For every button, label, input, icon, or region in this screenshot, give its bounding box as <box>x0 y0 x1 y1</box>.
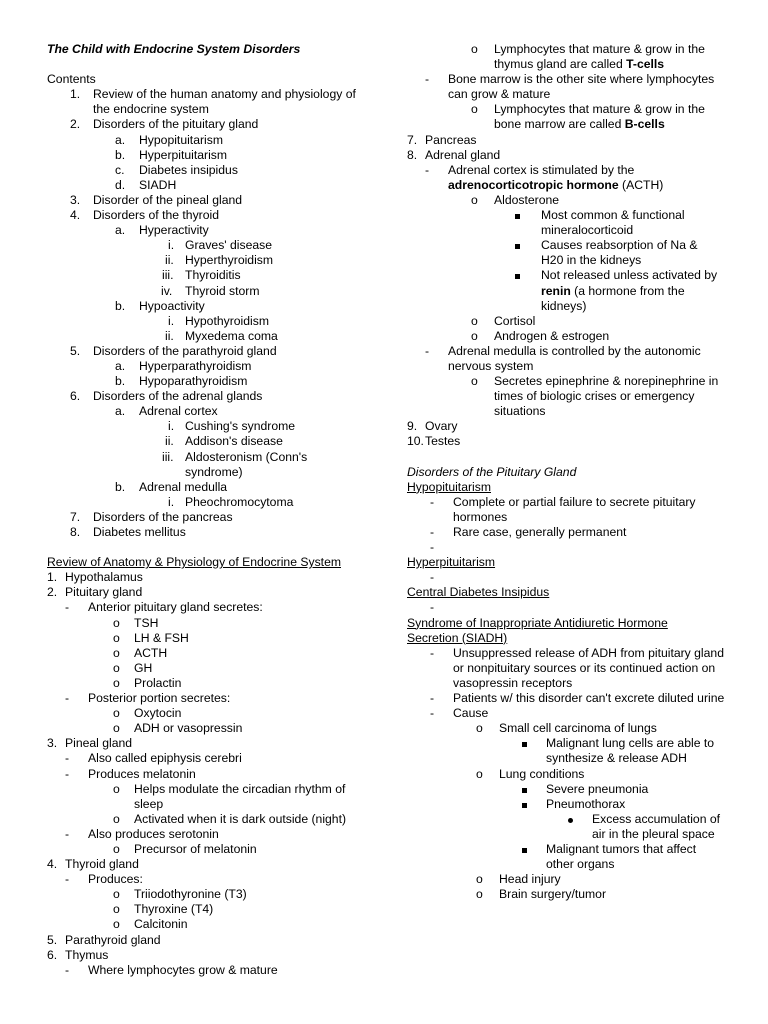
list-item: - Patients w/ this disorder can't excrete diluted urine <box>430 691 725 706</box>
list-item: o Activated when it is dark outside (night) <box>113 811 347 826</box>
list-item: Malignant lung cells are able to synthesize & release ADH <box>407 736 721 766</box>
square-bullet-icon <box>522 782 527 797</box>
list-item: o Aldosterone <box>471 192 560 207</box>
list-item: o Brain surgery/tumor <box>476 887 607 902</box>
list-item: o Head injury <box>476 872 561 887</box>
list-item: o Helps modulate the circadian rhythm of sleep <box>113 781 346 811</box>
document-title: The Child with Endocrine System Disorders <box>47 42 301 56</box>
list-item: - Complete or partial failure to secrete pituitary hormones <box>430 494 696 524</box>
contents-item: 2. Disorders of the pituitary gland <box>70 117 259 132</box>
contents-subitem: b. Hyperpituitarism <box>115 147 228 162</box>
contents-item: 1. Review of the human anatomy and physiology of the endocrine system <box>70 87 356 117</box>
contents-item: 5. Disorders of the parathyroid gland <box>70 343 277 358</box>
contents-subsubitem: ii. Hyperthyroidism <box>165 253 274 268</box>
list-item: o Oxytocin <box>113 706 182 721</box>
square-bullet-icon <box>515 268 520 283</box>
round-bullet-icon <box>568 812 573 827</box>
central-diabetes-insipidus-heading: Central Diabetes Insipidus <box>407 585 550 600</box>
list-item: - Cause <box>430 706 489 721</box>
contents-subsubitem: iii. Thyroiditis <box>162 268 241 283</box>
review-heading: Review of Anatomy & Physiology of Endocrine System <box>47 555 341 570</box>
list-item: 4. Thyroid gland <box>47 857 139 872</box>
list-item: o ADH or vasopressin <box>113 721 243 736</box>
list-item: - Adrenal medulla is controlled by the autonomic nervous system <box>425 343 701 373</box>
list-item: 7. Pancreas <box>407 132 477 147</box>
list-item: o Androgen & estrogen <box>471 328 610 343</box>
list-item: o Precursor of melatonin <box>113 841 257 856</box>
list-item: - Produces: <box>65 872 143 887</box>
list-item: o Lymphocytes that mature & grow in the bone marrow are called B-cells <box>471 102 705 132</box>
square-bullet-icon <box>522 736 527 751</box>
square-bullet-icon <box>515 208 520 223</box>
list-item: o GH <box>113 660 153 675</box>
contents-subsubitem: ii. Addison's disease <box>165 434 283 449</box>
contents-subitem: a. Hyperparathyroidism <box>115 358 252 373</box>
list-item: o Lymphocytes that mature & grow in the thymus gland are called T-cells <box>471 42 705 72</box>
contents-subitem: c. Diabetes insipidus <box>115 162 238 177</box>
list-item: Causes reabsorption of Na & H20 in the kidneys <box>407 238 721 268</box>
contents-subsubitem: ii. Myxedema coma <box>165 328 278 343</box>
list-item: - Also produces serotonin <box>65 826 219 841</box>
list-item: Malignant tumors that affect other organs <box>407 842 721 872</box>
list-item: Not released unless activated by renin (a hormone from the kidneys) <box>407 268 721 313</box>
contents-subitem: b. Hypoparathyroidism <box>115 374 248 389</box>
contents-heading: Contents <box>47 72 96 87</box>
siadh-heading: Syndrome of Inappropriate Antidiuretic Hormone Secretion (SIADH) <box>407 615 668 645</box>
square-bullet-icon <box>522 842 527 857</box>
list-item: o LH & FSH <box>113 630 189 645</box>
list-item: - Rare case, generally permanent <box>430 525 627 539</box>
contents-subitem: b. Adrenal medulla <box>115 479 228 494</box>
list-item: - Produces melatonin <box>65 766 196 781</box>
hypopituitarism-heading: Hypopituitarism <box>407 479 491 494</box>
contents-subitem: b. Hypoactivity <box>115 298 205 313</box>
contents-item: 4. Disorders of the thyroid <box>70 208 219 223</box>
list-item: - Also called epiphysis cerebri <box>65 751 242 766</box>
list-item: o Thyroxine (T4) <box>113 902 214 917</box>
contents-item: 6. Disorders of the adrenal glands <box>70 389 263 404</box>
square-bullet-icon <box>522 797 527 812</box>
list-item: - Posterior portion secretes: <box>65 691 231 706</box>
list-item: - Anterior pituitary gland secretes: <box>65 600 263 615</box>
contents-subitem: a. Hyperactivity <box>115 223 209 238</box>
contents-subsubitem: iv. Thyroid storm <box>161 283 260 298</box>
contents-subitem: d. SIADH <box>115 177 177 192</box>
pituitary-section-heading: Disorders of the Pituitary Gland <box>407 464 577 479</box>
list-item: Excess accumulation of air in the pleural space <box>407 812 732 842</box>
contents-subitem: a. Adrenal cortex <box>115 404 218 419</box>
list-item: o Small cell carcinoma of lungs <box>476 721 657 736</box>
list-item: 2. Pituitary gland <box>47 585 143 600</box>
list-item: - Bone marrow is the other site where lymphocytes can grow & mature <box>425 72 715 102</box>
list-item: Most common & functional mineralocorticoid <box>407 208 721 238</box>
list-item: 3. Pineal gland <box>47 736 133 751</box>
contents-item: 7. Disorders of the pancreas <box>70 509 233 524</box>
right-column: o Lymphocytes that mature & grow in the thymus gland are called T-cells - Bone marrow is the other site where lymphocytes can grow & mature o Lymphocytes that mature & grow in the bone marrow are called B-cells 7. Pancreas 8. Adrenal gland - Adrenal cortex is stimulated by the adrenocorticotropic hormone (ACTH) o Aldosterone Most common & functional mineralocorticoid Causes reabsorption of Na & H20 in the kidneys Not released unless activated by renin (a hormone from the kidneys) o Cortisol o Androgen & estrogen - Adrenal medulla is controlled by the autonomic nervous system o Secretes epinephrine & norepinephrine in times of biologic crises or emergency situations 9. Ovary 10. Testes Disorders of the Pituitary Gland Hypopituitarism - Complete or partial failure to secrete pituitary hormones - Rare case, generally permanent - Hyperpituitarism - Central Diabetes Insipidus - Syndrome of Inappropriate Antidiuretic Hormone Secretion (SIADH) - Unsuppressed release of ADH from pituitary gland or nonpituitary sources or its continued action on vasopressin receptors - Patients w/ this disorder can't excrete diluted urine - Cause o Small cell carcinoma of lungs Malignant lung cells are able to synthesize & release ADH o Lung conditions Severe pneumonia Pneumothorax Excess accumulation of air in the pleural space Malignant tumors that affect other organs o Head injury o Brain surgery/tumor <box>407 42 737 902</box>
contents-item: 3. Disorder of the pineal gland <box>70 192 243 207</box>
list-item: 8. Adrenal gland <box>407 147 501 162</box>
list-item: o Secretes epinephrine & norepinephrine in times of biologic crises or emergency situations <box>471 374 719 419</box>
list-item: o Triiodothyronine (T3) <box>113 887 247 902</box>
list-item: 10. Testes <box>407 434 461 449</box>
list-item: - Unsuppressed release of ADH from pituitary gland or nonpituitary sources or its continued action on vasopressin receptors <box>430 645 724 690</box>
list-item: 1. Hypothalamus <box>47 570 143 585</box>
contents-subsubitem: i. Graves' disease <box>168 238 273 253</box>
contents-subsubitem: i. Hypothyroidism <box>168 313 269 328</box>
list-item: o Prolactin <box>113 675 182 690</box>
list-item: o ACTH <box>113 645 168 660</box>
contents-subsubitem: iii. Aldosteronism (Conn's syndrome) <box>162 449 308 479</box>
contents-subsubitem: i. Pheochromocytoma <box>168 494 294 509</box>
list-item: o Cortisol <box>471 313 536 328</box>
list-item: - Where lymphocytes grow & mature <box>65 962 278 977</box>
list-item: 5. Parathyroid gland <box>47 932 161 947</box>
list-item: - Adrenal cortex is stimulated by the adrenocorticotropic hormone (ACTH) <box>425 162 664 192</box>
list-item: 9. Ovary <box>407 419 458 434</box>
contents-subsubitem: i. Cushing's syndrome <box>168 419 296 434</box>
contents-item: 8. Diabetes mellitus <box>70 525 186 539</box>
list-item: o Calcitonin <box>113 917 188 932</box>
list-item: Pneumothorax <box>407 797 737 812</box>
left-column <box>47 42 397 978</box>
list-item: Severe pneumonia <box>407 782 737 797</box>
list-item: o Lung conditions <box>476 766 585 781</box>
list-item: o TSH <box>113 615 159 630</box>
square-bullet-icon <box>515 238 520 253</box>
list-item: 6. Thymus <box>47 947 109 962</box>
hyperpituitarism-heading: Hyperpituitarism <box>407 555 496 570</box>
contents-subitem: a. Hypopituitarism <box>115 132 223 147</box>
